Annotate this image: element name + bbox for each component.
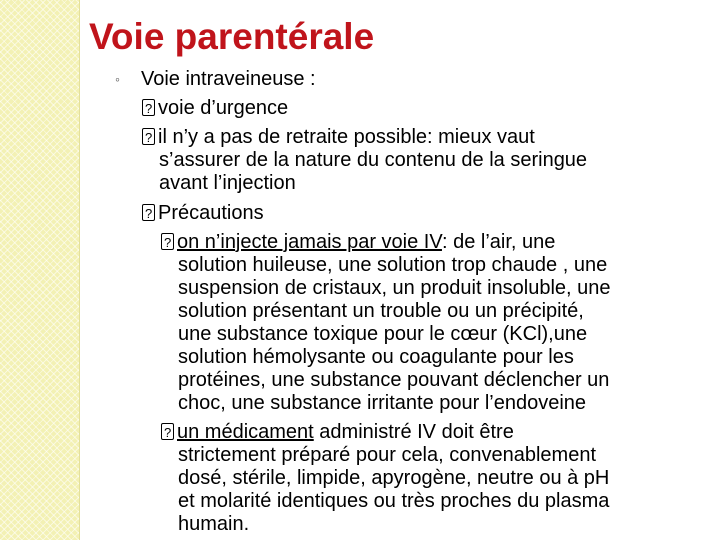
item-text-line: suspension de cristaux, un produit insoluble, une xyxy=(178,277,611,299)
item-text-line: dosé, stérile, limpide, apyrogène, neutre ou à pH xyxy=(178,467,610,489)
decorative-left-band xyxy=(0,0,79,540)
bullet-text: Voie intraveineuse : xyxy=(141,68,316,90)
item-text-line: solution hémolysante ou coagulante pour les xyxy=(178,346,574,368)
sub-bullet-text-line: avant l’injection xyxy=(159,172,296,194)
missing-glyph-icon xyxy=(142,204,155,221)
item-text-line: solution huileuse, une solution trop chaude , une xyxy=(178,254,608,276)
item-text: : de l’air, une xyxy=(441,231,556,253)
underlined-phrase: on n’injecte jamais par voie IV xyxy=(177,231,442,253)
item-text: administré IV doit être xyxy=(313,421,514,443)
sub-bullet-text-line: s’assurer de la nature du contenu de la seringue xyxy=(159,149,588,171)
item-text-line: protéines, une substance pouvant déclencher un xyxy=(178,369,610,391)
band-divider xyxy=(79,0,80,540)
precaution-item-medicament xyxy=(161,421,711,536)
item-text-line: une substance toxique pour le cœur (KCl),une xyxy=(178,323,588,345)
missing-glyph-icon xyxy=(142,128,155,145)
precaution-item-iv xyxy=(161,231,711,415)
bullet-voie-intraveineuse xyxy=(115,68,316,91)
sub-bullet-text: Précautions xyxy=(158,202,264,224)
sub-bullet-retraite xyxy=(142,126,712,195)
hollow-bullet-icon: ◦ xyxy=(115,71,120,87)
underlined-phrase: un médicament xyxy=(177,421,314,443)
sub-bullet-precautions xyxy=(142,202,712,225)
item-text-line: humain. xyxy=(178,513,250,535)
missing-glyph-icon xyxy=(142,99,155,116)
missing-glyph-icon xyxy=(161,233,174,250)
item-text-line: strictement préparé pour cela, convenablement xyxy=(178,444,597,466)
slide-title: Voie parentérale xyxy=(89,16,375,57)
sub-bullet-text: il n’y a pas de retraite possible: mieux vaut xyxy=(158,126,535,148)
missing-glyph-icon xyxy=(161,423,174,440)
item-text-line: solution présentant un trouble ou un précipité, xyxy=(178,300,584,322)
sub-bullet-urgence xyxy=(142,97,712,120)
sub-bullet-text: voie d’urgence xyxy=(158,97,289,119)
item-text-line: choc, une substance irritante pour l’endoveine xyxy=(178,392,587,414)
item-text-line: et molarité identiques ou très proches du plasma xyxy=(178,490,610,512)
